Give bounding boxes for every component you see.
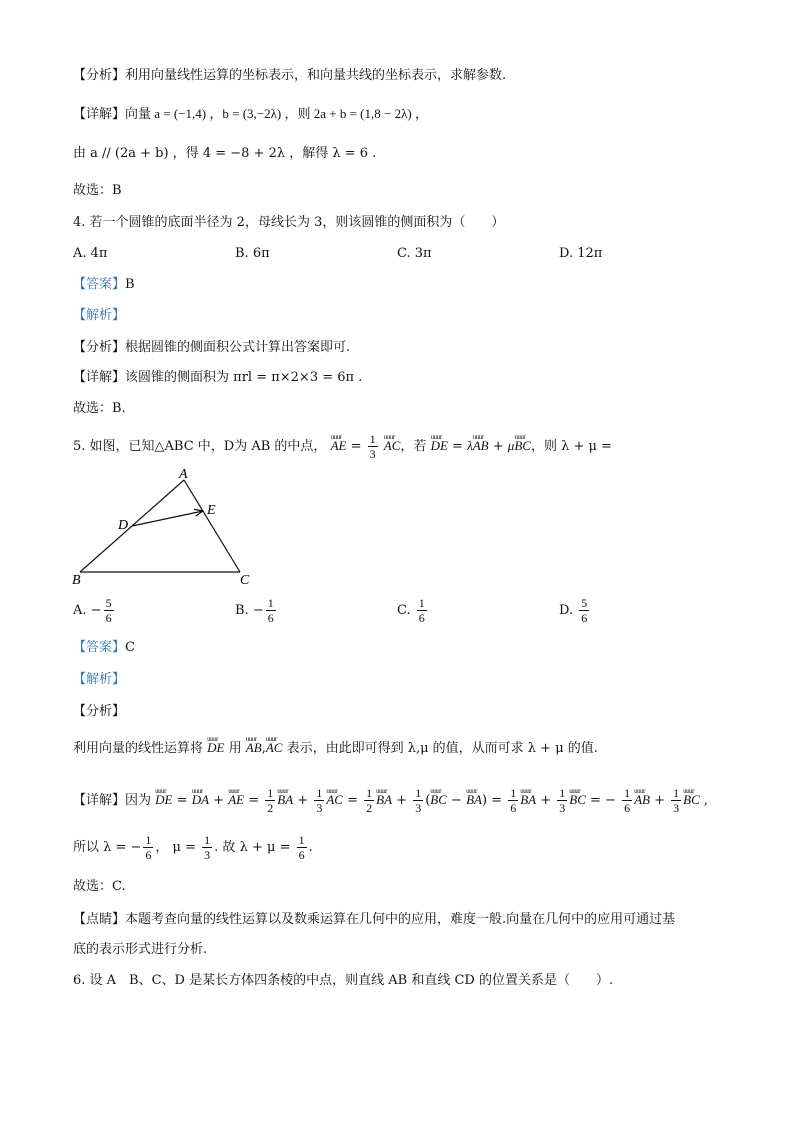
- frac-sixth: [508, 786, 518, 815]
- frac-num: 5: [581, 596, 588, 610]
- frac-num: 1: [204, 833, 211, 847]
- frac-so-2: [202, 833, 212, 862]
- analysis-line: [73, 66, 506, 86]
- frac-num: 1: [559, 786, 566, 800]
- q5-analysis-pre: 利用向量的线性运算将: [73, 741, 204, 756]
- q5-option-d-frac: [579, 596, 589, 625]
- vec-ba-4: uuur BA: [520, 782, 536, 818]
- detail-tag: 【详解】: [73, 107, 126, 122]
- vec-ae-2: uuur AE: [228, 782, 244, 818]
- q4-answer-line: [73, 275, 135, 295]
- q5-analysis-tag-line: [73, 702, 125, 722]
- frac-den: 3: [204, 848, 211, 862]
- q4-explain-tag: 【解析】: [73, 308, 126, 323]
- frac-num: 1: [267, 786, 274, 800]
- q5-choice-line: [73, 877, 126, 897]
- q4-analysis-tag: 【分析】: [73, 340, 126, 355]
- q5-remark-line: [73, 910, 675, 930]
- detail-line-2: [73, 144, 376, 164]
- vec-ba-3: uuur BA: [466, 782, 482, 818]
- q4-detail-text: 该圆锥的侧面积为 πrl = π×2×3 = 6π .: [125, 370, 363, 385]
- frac-num: 1: [510, 786, 517, 800]
- frac-num: 1: [298, 833, 305, 847]
- frac-num: 1: [624, 786, 631, 800]
- q5-option-c: [397, 596, 429, 625]
- frac-den: 6: [510, 801, 517, 815]
- vector-bc: uuur BC: [514, 432, 531, 460]
- frac-den: 3: [369, 447, 376, 461]
- vec-de-3: uuur DE: [155, 782, 172, 818]
- vec-bc-3: uuur BC: [569, 782, 586, 818]
- frac-num: 1: [418, 596, 425, 610]
- q5-remark-tag: 【点睛】: [73, 912, 126, 927]
- frac-third-3: [557, 786, 567, 815]
- q5-option-b: [235, 596, 278, 625]
- q5-explain-tag: 【解析】: [73, 672, 126, 687]
- side-ac: [184, 480, 240, 572]
- analysis-tag: 【分析】: [73, 68, 126, 83]
- label-b: B: [72, 573, 81, 588]
- q4-analysis-text: 根据圆锥的侧面积公式计算出答案即可.: [125, 340, 351, 355]
- frac-third-2: [413, 786, 423, 815]
- q4-option-a: A. 4π: [73, 246, 108, 261]
- q5-answer: C: [125, 640, 135, 655]
- q5-option-b-sign: −: [252, 603, 264, 618]
- frac-den: 6: [298, 848, 305, 862]
- frac-third: [314, 786, 324, 815]
- frac-den: 6: [418, 611, 425, 625]
- label-e: E: [207, 503, 216, 518]
- question-5: 5. 如图，已知△ABC 中，D为 AB 的中点， uuur AE = $\frac{1}{3}$ uuur AC，若 uuur DE = λuuur AB + μuuur BC，则 λ + μ =: [73, 432, 612, 461]
- frac-half: [265, 786, 275, 815]
- q5-option-a: [73, 596, 116, 625]
- label-d: D: [118, 518, 129, 533]
- frac-num: 1: [366, 786, 373, 800]
- frac-den: 6: [624, 801, 631, 815]
- frac-den: 2: [267, 801, 274, 815]
- question-4: [73, 213, 504, 233]
- q4-detail-tag: 【详解】: [73, 370, 126, 385]
- frac-num: 1: [369, 432, 376, 446]
- frac-den: 6: [581, 611, 588, 625]
- q5-option-a-label: A.: [73, 603, 87, 618]
- q5-choice-text: 故选：C.: [73, 879, 126, 894]
- q4-analysis-line: [73, 338, 350, 358]
- q5-remark-line-2: [73, 940, 207, 960]
- q5-so-text: 所以 λ = −: [73, 840, 142, 855]
- q4-detail-line: [73, 368, 362, 388]
- vec-bc-4: uuur BC: [683, 782, 700, 818]
- frac-den: 6: [105, 611, 112, 625]
- label-c: C: [240, 573, 250, 588]
- q5-answer-line: [73, 638, 135, 658]
- frac-num: 1: [673, 786, 680, 800]
- question-5-pre: 5. 如图，已知△ABC 中，D为 AB 的中点，: [73, 439, 327, 454]
- question-6-text: 6. 设 A B、C、D 是某长方体四条棱的中点，则直线 AB 和直线 CD 的位置关系是（ ）.: [73, 973, 614, 988]
- frac-num: 1: [267, 596, 274, 610]
- question-5-mid: ，若: [400, 439, 427, 454]
- q5-analysis-tag: 【分析】: [73, 704, 126, 719]
- frac-third-4: [671, 786, 681, 815]
- label-a: A: [179, 468, 188, 482]
- q5-detail-line: 【详解】因为 uuur DE = uuur DA + uuur AE = $\frac{1}{2}$ uuur BA + $\frac{1}{3}$ uuur AC = $\frac{1}{2}$ uuur BA + $\frac{1}{3}$ (uuur BC − uuur BA) = $\frac{1}{6}$ uuur BA + $\frac{1}{3}$ uuur BC = − $\frac{1}{6}$ uuur AB + $\frac{1}{3}$ uuur BC ,: [73, 782, 708, 819]
- q4-option-b: B. 6π: [235, 246, 270, 261]
- vector-ab: uuur AB: [473, 432, 489, 460]
- frac-sixth-2: [622, 786, 632, 815]
- q5-detail-pre: 因为: [125, 793, 152, 808]
- q4-choice-text: 故选：B.: [73, 401, 126, 416]
- vector-ac: uuur AC: [384, 432, 401, 460]
- frac-den: 3: [559, 801, 566, 815]
- vec-ba: uuur BA: [277, 782, 293, 818]
- vec-bc-2: uuur BC: [430, 782, 447, 818]
- q5-option-c-label: C.: [397, 603, 411, 618]
- q5-remark-text: 本题考查向量的线性运算以及数乘运算在几何中的应用，难度一般.向量在几何中的应用可通过基: [125, 912, 676, 927]
- frac-den: 6: [267, 611, 274, 625]
- vector-de-2: uuur DE: [207, 736, 224, 760]
- q4-answer-tag: 【答案】: [73, 277, 126, 292]
- frac-half-2: [364, 786, 374, 815]
- vector-ae: uuur AE: [331, 432, 347, 460]
- detail-text: 向量 a = (−1,4) ，b = (3,−2λ) ，则 2a + b = (1,8 − 2λ) ，: [125, 106, 428, 121]
- q5-option-b-label: B.: [235, 603, 249, 618]
- vector-de: uuur DE: [431, 432, 448, 460]
- vector-ac-2: uuur AC: [266, 736, 283, 760]
- frac-so-1: [143, 833, 153, 862]
- vec-ab-3: uuur AB: [634, 782, 650, 818]
- frac-den: 3: [316, 801, 323, 815]
- q5-analysis-mid: 用: [228, 741, 242, 756]
- vec-da: uuur DA: [192, 782, 209, 818]
- q5-remark-text-2: 底的表示形式进行分析.: [73, 942, 208, 957]
- q5-analysis-post: 表示，由此即可得到 λ,μ 的值，从而可求 λ + μ 的值.: [286, 741, 598, 756]
- q5-answer-tag: 【答案】: [73, 640, 126, 655]
- frac-den: 6: [145, 848, 152, 862]
- q5-option-c-frac: [417, 596, 427, 625]
- fraction-one-third: [368, 432, 378, 461]
- q4-option-d: D. 12π: [559, 246, 603, 261]
- detail-line: [73, 104, 428, 125]
- q4-choice-line: [73, 399, 126, 419]
- frac-num: 1: [145, 833, 152, 847]
- analysis-text: 利用向量线性运算的坐标表示，和向量共线的坐标表示，求解参数.: [125, 68, 507, 83]
- frac-den: 2: [366, 801, 373, 815]
- frac-den: 3: [415, 801, 422, 815]
- q4-explain-line: [73, 306, 125, 326]
- vec-ac-3: uuur AC: [326, 782, 343, 818]
- q5-option-d: [559, 596, 591, 625]
- q5-so-text-3: . 故 λ + μ =: [214, 840, 291, 855]
- question-6: [73, 971, 613, 991]
- q5-so-text-2: ， μ =: [155, 840, 197, 855]
- frac-den: 3: [673, 801, 680, 815]
- q5-analysis-line: 利用向量的线性运算将 uuur DE 用 uuur AB,uuur AC 表示，由此即可得到 λ,μ 的值，从而可求 λ + μ 的值.: [73, 736, 598, 761]
- q4-option-c: C. 3π: [397, 246, 432, 261]
- frac-so-3: [297, 833, 307, 862]
- choice-text: 故选：B: [73, 183, 122, 198]
- frac-num: 1: [415, 786, 422, 800]
- triangle-figure: [70, 468, 270, 588]
- vec-ba-2: uuur BA: [376, 782, 392, 818]
- detail-text-2: 由 a // (2a + b) ，得 4 = −8 + 2λ ，解得 λ = 6 .: [73, 146, 377, 161]
- q5-detail-tag: 【详解】: [73, 793, 126, 808]
- question-4-text: 4. 若一个圆锥的底面半径为 2，母线长为 3，则该圆锥的侧面积为（ ）: [73, 215, 505, 230]
- vector-ab-2: uuur AB: [246, 736, 262, 760]
- frac-num: 1: [316, 786, 323, 800]
- choice-line: [73, 181, 122, 201]
- q5-option-a-sign: −: [90, 603, 102, 618]
- q4-answer: B: [125, 277, 135, 292]
- q5-explain-line: [73, 670, 125, 690]
- vector-de-arrow: [132, 511, 203, 526]
- q5-option-d-label: D.: [559, 603, 574, 618]
- q5-so-line: 所以 λ = − $\frac{1}{6}$ ， μ = $\frac{1}{3}$ . 故 λ + μ = $\frac{1}{6}$ .: [73, 833, 313, 862]
- q5-option-b-frac: [266, 596, 276, 625]
- question-5-post: ，则 λ + μ =: [530, 439, 612, 454]
- q5-option-a-frac: [104, 596, 114, 625]
- frac-num: 5: [105, 596, 112, 610]
